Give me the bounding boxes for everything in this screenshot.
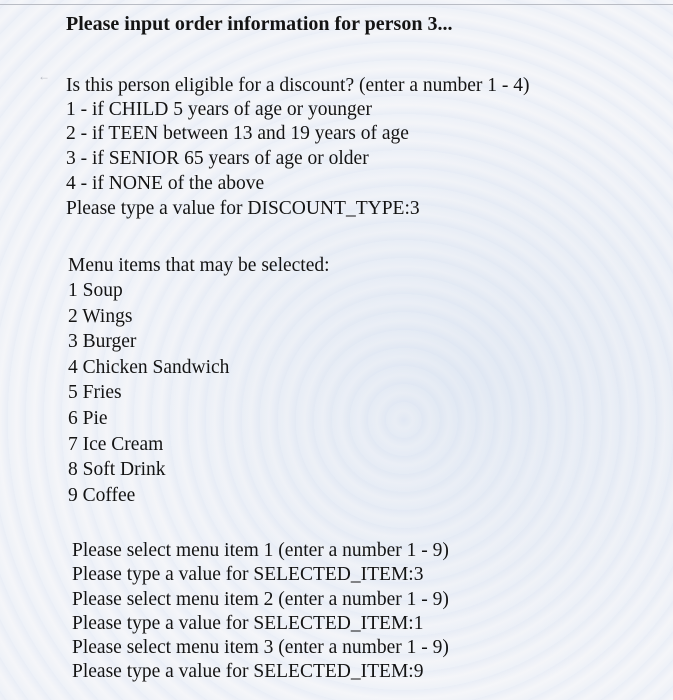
discount-option-none: 4 - if NONE of the above [66,173,265,194]
selected-item-1-value: Please type a value for SELECTED_ITEM:3 [72,564,424,585]
discount-option-child: 1 - if CHILD 5 years of age or younger [66,99,372,120]
discount-question: Is this person eligible for a discount? (enter a number 1 - 4) [66,75,530,96]
menu-item-pie: 6 Pie [68,408,108,429]
select-item-1-prompt: Please select menu item 1 (enter a number 1 - 9) [72,540,449,561]
menu-item-fries: 5 Fries [68,382,122,403]
menu-item-chicken-sandwich: 4 Chicken Sandwich [68,357,230,378]
menu-item-ice-cream: 7 Ice Cream [68,434,164,455]
menu-item-coffee: 9 Coffee [68,485,136,506]
select-item-2-prompt: Please select menu item 2 (enter a number 1 - 9) [72,589,449,610]
menu-item-wings: 2 Wings [68,306,133,327]
discount-option-senior: 3 - if SENIOR 65 years of age or older [66,148,369,169]
menu-item-soft-drink: 8 Soft Drink [68,459,166,480]
top-divider [0,4,673,5]
discount-option-teen: 2 - if TEEN between 13 and 19 years of age [66,123,409,144]
selected-item-3-value: Please type a value for SELECTED_ITEM:9 [72,661,424,682]
menu-title: Menu items that may be selected: [68,255,330,276]
page-heading: Please input order information for person 3... [66,13,453,35]
discount-type-prompt: Please type a value for DISCOUNT_TYPE:3 [66,198,420,219]
selected-item-2-value: Please type a value for SELECTED_ITEM:1 [72,613,424,634]
select-item-3-prompt: Please select menu item 3 (enter a number 1 - 9) [72,637,449,658]
mouse-pointer-icon: ← [38,69,50,83]
menu-item-soup: 1 Soup [68,280,123,301]
menu-item-burger: 3 Burger [68,331,137,352]
